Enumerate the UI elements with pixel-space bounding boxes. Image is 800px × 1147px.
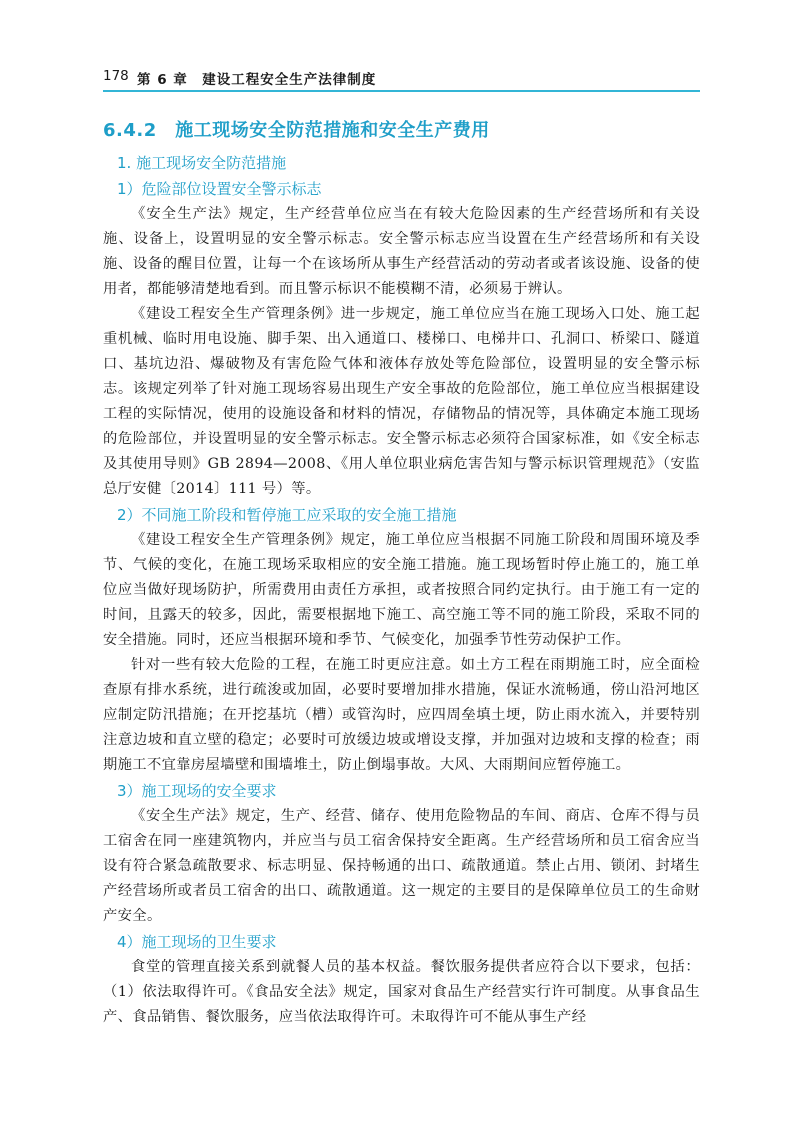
page-body	[103, 150, 700, 1030]
body-paragraph: 《建设工程安全生产管理条例》规定，施工单位应当根据不同施工阶段和周围环境及季节、气候的变化，在施工现场采取相应的安全施工措施。施工现场暂时停止施工的，施工单位应当做好现场防护，所需费用由责任方承担，或者按照合同约定执行。由于施工有一定的时间，且露天的较多，因此，需要根据地下施工、高空施工等不同的施工阶段，采取不同的安全措施。同时，还应当根据环境和季节、气候变化，加强季节性劳动保护工作。	[103, 532, 700, 648]
page-number: 178	[103, 68, 129, 84]
item-heading-2: 2）不同施工阶段和暂停施工应采取的安全施工措施	[117, 506, 457, 524]
subsection-title: 1. 施工现场安全防范措施	[117, 154, 287, 172]
chapter-title: 第 6 章 建设工程安全生产法律制度	[137, 72, 377, 88]
section-title: 6.4.2 施工现场安全防范措施和安全生产费用	[103, 120, 490, 141]
body-paragraph: 《建设工程安全生产管理条例》进一步规定，施工单位应当在施工现场入口处、施工起重机械、临时用电设施、脚手架、出入通道口、楼梯口、电梯井口、孔洞口、桥梁口、隧道口、基坑边沿、爆破物及有害危险气体和液体存放处等危险部位，设置明显的安全警示标志。该规定列举了针对施工现场容易出现生产安全事故的危险部位，施工单位应当根据建设工程的实际情况，使用的设施设备和材料的情况，存储物品的情况等，具体确定本施工现场的危险部位，并设置明显的安全警示标志。安全警示标志必须符合国家标准，如《安全标志及其使用导则》GB 2894—2008、《用人单位职业病危害告知与警示标识管理规范》（安监总厅安健〔2014〕111 号）等。	[103, 306, 700, 497]
item-heading-1: 1）危险部位设置安全警示标志	[117, 180, 322, 198]
body-paragraph: 《安全生产法》规定，生产经营单位应当在有较大危险因素的生产经营场所和有关设施、设备上，设置明显的安全警示标志。安全警示标志应当设置在生产经营场所和有关设施、设备的醒目位置，让每一个在该场所从事生产经营活动的劳动者或者该设施、设备的使用者，都能够清楚地看到。而且警示标识不能模糊不清，必须易于辨认。	[103, 206, 700, 297]
item-heading-3: 3）施工现场的安全要求	[117, 782, 277, 800]
body-paragraph: 食堂的管理直接关系到就餐人员的基本权益。餐饮服务提供者应符合以下要求，包括：（1）依法取得许可。《食品安全法》规定，国家对食品生产经营实行许可制度。从事食品生产、食品销售、餐饮服务，应当依法取得许可。未取得许可不能从事生产经	[103, 959, 700, 1025]
body-paragraph: 《安全生产法》规定，生产、经营、储存、使用危险物品的车间、商店、仓库不得与员工宿舍在同一座建筑物内，并应当与员工宿舍保持安全距离。生产经营场所和员工宿舍应当设有符合紧急疏散要求、标志明显、保持畅通的出口、疏散通道。禁止占用、锁闭、封堵生产经营场所或者员工宿舍的出口、疏散通道。这一规定的主要目的是保障单位员工的生命财产安全。	[103, 808, 700, 924]
header-rule	[103, 90, 700, 92]
body-paragraph: 针对一些有较大危险的工程，在施工时更应注意。如土方工程在雨期施工时，应全面检查原有排水系统，进行疏浚或加固，必要时要增加排水措施，保证水流畅通，傍山沿河地区应制定防汛措施；在开挖基坑（槽）或管沟时，应四周垒填土埂，防止雨水流入，并要特别注意边坡和直立壁的稳定；必要时可放缓边坡或增设支撑，并加强对边坡和支撑的检查；雨期施工不宜靠房屋墙壁和围墙堆土，防止倒塌事故。大风、大雨期间应暂停施工。	[103, 657, 700, 773]
page-header	[103, 66, 700, 92]
item-heading-4: 4）施工现场的卫生要求	[117, 933, 277, 951]
